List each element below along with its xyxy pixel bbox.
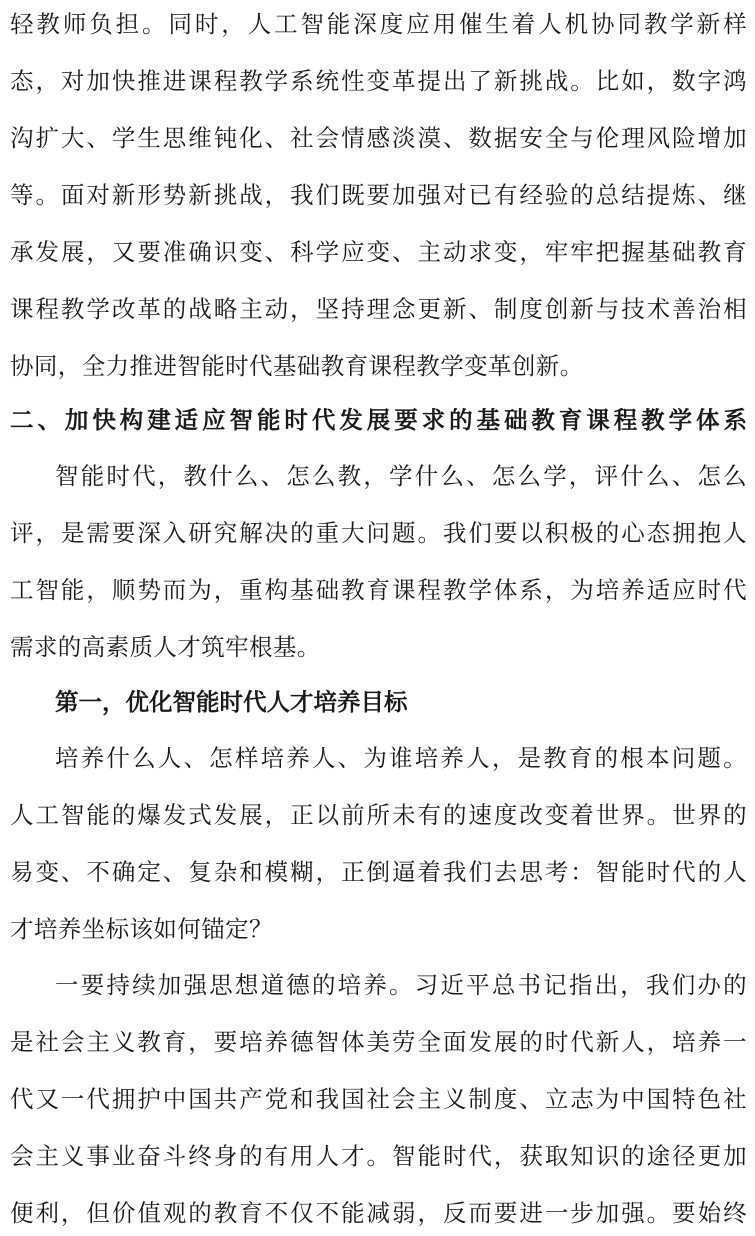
text-line: 易变、不确定、复杂和模糊，正倒逼着我们去思考：智能时代的人 — [10, 858, 747, 886]
text-line: 沟扩大、学生思维钝化、社会情感淡漠、数据安全与伦理风险增加 — [10, 124, 747, 152]
text-line: 工智能，顺势而为，重构基础教育课程教学体系，为培养适应时代 — [10, 576, 747, 604]
text-line: 评，是需要深入研究解决的重大问题。我们要以积极的心态拥抱人 — [10, 519, 747, 547]
text-line: 等。面对新形势新挑战，我们既要加强对已有经验的总结提炼、继 — [10, 181, 747, 209]
text-line: 态，对加快推进课程教学系统性变革提出了新挑战。比如，数字鸿 — [10, 67, 747, 95]
text-line: 一要持续加强思想道德的培养。习近平总书记指出，我们办的 — [55, 971, 747, 999]
text-line: 轻教师负担。同时，人工智能深度应用催生着人机协同教学新样 — [10, 10, 747, 38]
section-heading: 二、加快构建适应智能时代发展要求的基础教育课程教学体系 — [10, 406, 747, 434]
subsection-heading: 第一，优化智能时代人才培养目标 — [55, 688, 408, 716]
text-line: 课程教学改革的战略主动，坚持理念更新、制度创新与技术善治相 — [10, 295, 747, 323]
text-line: 会主义事业奋斗终身的有用人才。智能时代，获取知识的途径更加 — [10, 1142, 747, 1170]
text-line: 才培养坐标该如何锚定？ — [10, 915, 273, 943]
text-line: 便利，但价值观的教育不仅不能减弱，反而要进一步加强。要始终 — [10, 1199, 747, 1227]
text-line: 培养什么人、怎样培养人、为谁培养人，是教育的根本问题。 — [55, 744, 747, 772]
text-line: 智能时代，教什么、怎么教，学什么、怎么学，评什么、怎么 — [55, 462, 747, 490]
text-line: 需求的高素质人才筑牢根基。 — [10, 633, 321, 661]
text-line: 是社会主义教育，要培养德智体美劳全面发展的时代新人，培养一 — [10, 1028, 747, 1056]
text-line: 协同，全力推进智能时代基础教育课程教学变革创新。 — [10, 352, 584, 380]
text-line: 承发展，又要准确识变、科学应变、主动求变，牢牢把握基础教育 — [10, 238, 747, 266]
text-line: 人工智能的爆发式发展，正以前所未有的速度改变着世界。世界的 — [10, 801, 747, 829]
text-line: 代又一代拥护中国共产党和我国社会主义制度、立志为中国特色社 — [10, 1085, 747, 1113]
